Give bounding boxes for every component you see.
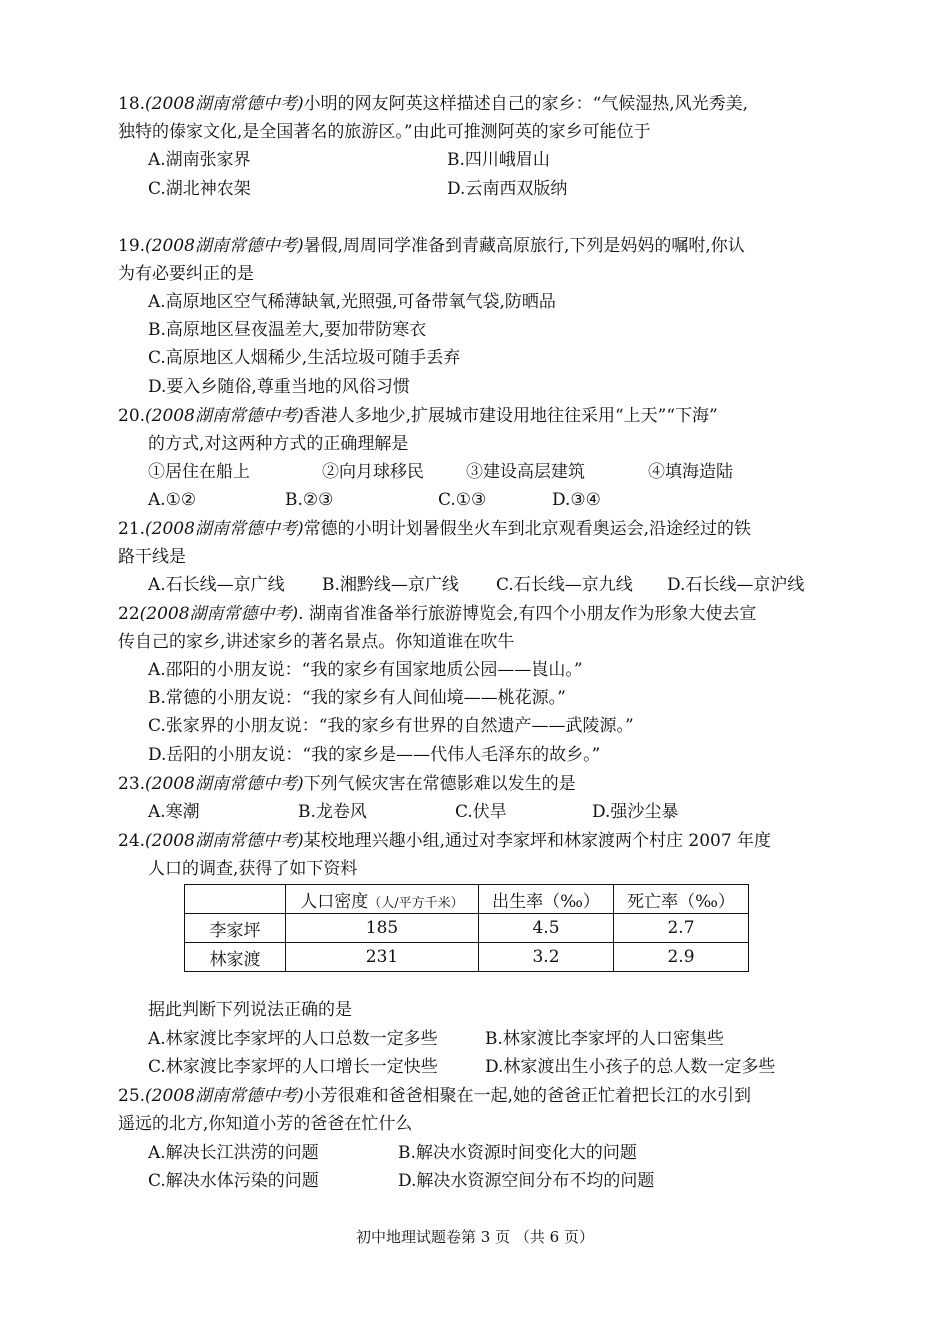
q21-source: (2008湖南常德中考) [145,519,304,539]
q24-option-d: D.林家渡出生小孩子的总人数一定多些 [485,1057,776,1077]
q24-number: 24. [118,831,146,851]
row-density: 185 [286,914,479,943]
row-birth-rate: 4.5 [479,914,614,943]
q22-stem-line1 [118,602,756,626]
q23-option-c: C.伏旱 [455,802,507,822]
q18-stem-line1 [118,92,748,116]
population-survey-table [184,884,749,972]
q19-option-b: B.高原地区昼夜温差大,要加带防寒衣 [148,320,427,340]
q25-source: (2008湖南常德中考) [145,1086,304,1106]
table-header-death: 死亡率（‰） [614,885,749,914]
q25-option-d: D.解决水资源空间分布不均的问题 [398,1171,655,1191]
q20-stem-line1 [118,404,718,428]
q19-option-a: A.高原地区空气稀薄缺氧,光照强,可备带氧气袋,防晒品 [148,292,556,312]
q24-stem1: 某校地理兴趣小组,通过对李家坪和林家渡两个村庄 2007 年度 [303,831,772,851]
q19-option-d: D.要入乡随俗,尊重当地的风俗习惯 [148,377,410,397]
q22-stem2: 传自己的家乡,讲述家乡的著名景点。你知道谁在吹牛 [118,632,515,652]
row-density: 231 [286,943,479,972]
table-header-density [286,885,479,914]
q19-stem2: 为有必要纠正的是 [118,264,254,284]
q22-option-a: A.邵阳的小朋友说：“我的家乡有国家地质公园——崀山。” [148,660,583,680]
row-death-rate: 2.7 [614,914,749,943]
q18-option-a: A.湖南张家界 [148,150,251,170]
q24-option-c: C.林家渡比李家坪的人口增长一定快些 [148,1057,438,1077]
row-village-name: 李家坪 [185,914,286,943]
table-header-birth: 出生率（‰） [479,885,614,914]
q18-option-c: C.湖北神农架 [148,179,251,199]
q19-option-c: C.高原地区人烟稀少,生活垃圾可随手丢弃 [148,348,461,368]
q18-stem1: 小明的网友阿英这样描述自己的家乡：“气候湿热,风光秀美, [303,94,749,114]
row-death-rate: 2.9 [614,943,749,972]
q21-stem-line1 [118,517,751,541]
q23-stem-line1 [118,772,576,796]
q24-stem2: 人口的调查,获得了如下资料 [148,859,358,879]
q20-option-a: A.①② [148,490,197,510]
q23-option-a: A.寒潮 [148,802,200,822]
q21-stem2: 路干线是 [118,547,186,567]
table-corner-cell [185,885,286,914]
q24-option-b: B.林家渡比李家坪的人口密集些 [485,1029,724,1049]
q18-number: 18. [118,94,146,114]
table-row [185,943,749,972]
q20-option-d: D.③④ [552,490,601,510]
q19-stem-line1 [118,234,745,258]
q24-source: (2008湖南常德中考) [145,831,304,851]
q20-item-4: ④填海造陆 [648,462,733,482]
q18-option-d: D.云南西双版纳 [447,179,568,199]
q20-item-1: ①居住在船上 [148,462,250,482]
q21-option-a: A.石长线—京广线 [148,575,285,595]
q25-option-c: C.解决水体污染的问题 [148,1171,319,1191]
q24-stem-line1 [118,829,771,853]
q21-option-b: B.湘黔线—京广线 [322,575,459,595]
row-village-name: 林家渡 [185,943,286,972]
q20-option-c: C.①③ [438,490,487,510]
q25-option-b: B.解决水资源时间变化大的问题 [398,1143,637,1163]
table-header-row [185,885,749,914]
q19-source: (2008湖南常德中考) [145,236,304,256]
q21-option-d: D.石长线—京沪线 [667,575,805,595]
q20-stem2: 的方式,对这两种方式的正确理解是 [148,434,409,454]
q23-option-d: D.强沙尘暴 [592,802,679,822]
q22-option-b: B.常德的小朋友说：“我的家乡有人间仙境——桃花源。” [148,688,566,708]
q21-stem1: 常德的小明计划暑假坐火车到北京观看奥运会,沿途经过的铁 [303,519,751,539]
q20-number: 20. [118,406,146,426]
q22-number: 22 [118,604,140,624]
q25-number: 25. [118,1086,146,1106]
q20-stem1: 香港人多地少,扩展城市建设用地往往采用“上天”“下海” [303,406,718,426]
q18-source: (2008湖南常德中考) [145,94,304,114]
density-header-label: 人口密度 [300,891,369,912]
q23-source: (2008湖南常德中考) [145,774,304,794]
q22-option-d: D.岳阳的小朋友说：“我的家乡是——代伟人毛泽东的故乡。” [148,745,601,765]
q25-stem1: 小芳很难和爸爸相聚在一起,她的爸爸正忙着把长江的水引到 [303,1086,751,1106]
q20-item-2: ②向月球移民 [322,462,424,482]
q19-stem1: 暑假,周周同学准备到青藏高原旅行,下列是妈妈的嘱咐,你认 [303,236,745,256]
q23-option-b: B.龙卷风 [298,802,367,822]
q22-source: (2008湖南常德中考) [139,604,299,624]
q23-number: 23. [118,774,146,794]
q25-option-a: A.解决长江洪涝的问题 [148,1143,319,1163]
q18-option-b: B.四川峨眉山 [447,150,550,170]
q24-stem3: 据此判断下列说法正确的是 [148,1000,352,1020]
table-row [185,914,749,943]
q20-source: (2008湖南常德中考) [145,406,304,426]
q18-stem2: 独特的傣家文化,是全国著名的旅游区。”由此可推测阿英的家乡可能位于 [118,122,651,142]
q23-stem1: 下列气候灾害在常德影难以发生的是 [303,774,576,794]
q24-option-a: A.林家渡比李家坪的人口总数一定多些 [148,1029,438,1049]
q22-option-c: C.张家界的小朋友说：“我的家乡有世界的自然遗产——武陵源。” [148,716,634,736]
q20-option-b: B.②③ [285,490,334,510]
q20-item-3: ③建设高层建筑 [466,462,585,482]
density-header-unit: （人/平方千米） [368,895,464,911]
q25-stem2: 遥远的北方,你知道小芳的爸爸在忙什么 [118,1114,413,1134]
q25-stem-line1 [118,1084,751,1108]
q21-option-c: C.石长线—京九线 [496,575,633,595]
q19-number: 19. [118,236,146,256]
row-birth-rate: 3.2 [479,943,614,972]
q21-number: 21. [118,519,146,539]
q22-stem1: . 湖南省准备举行旅游博览会,有四个小朋友作为形象大使去宣 [298,604,757,624]
page-footer: 初中地理试题卷第 3 页 （共 6 页） [356,1228,594,1246]
